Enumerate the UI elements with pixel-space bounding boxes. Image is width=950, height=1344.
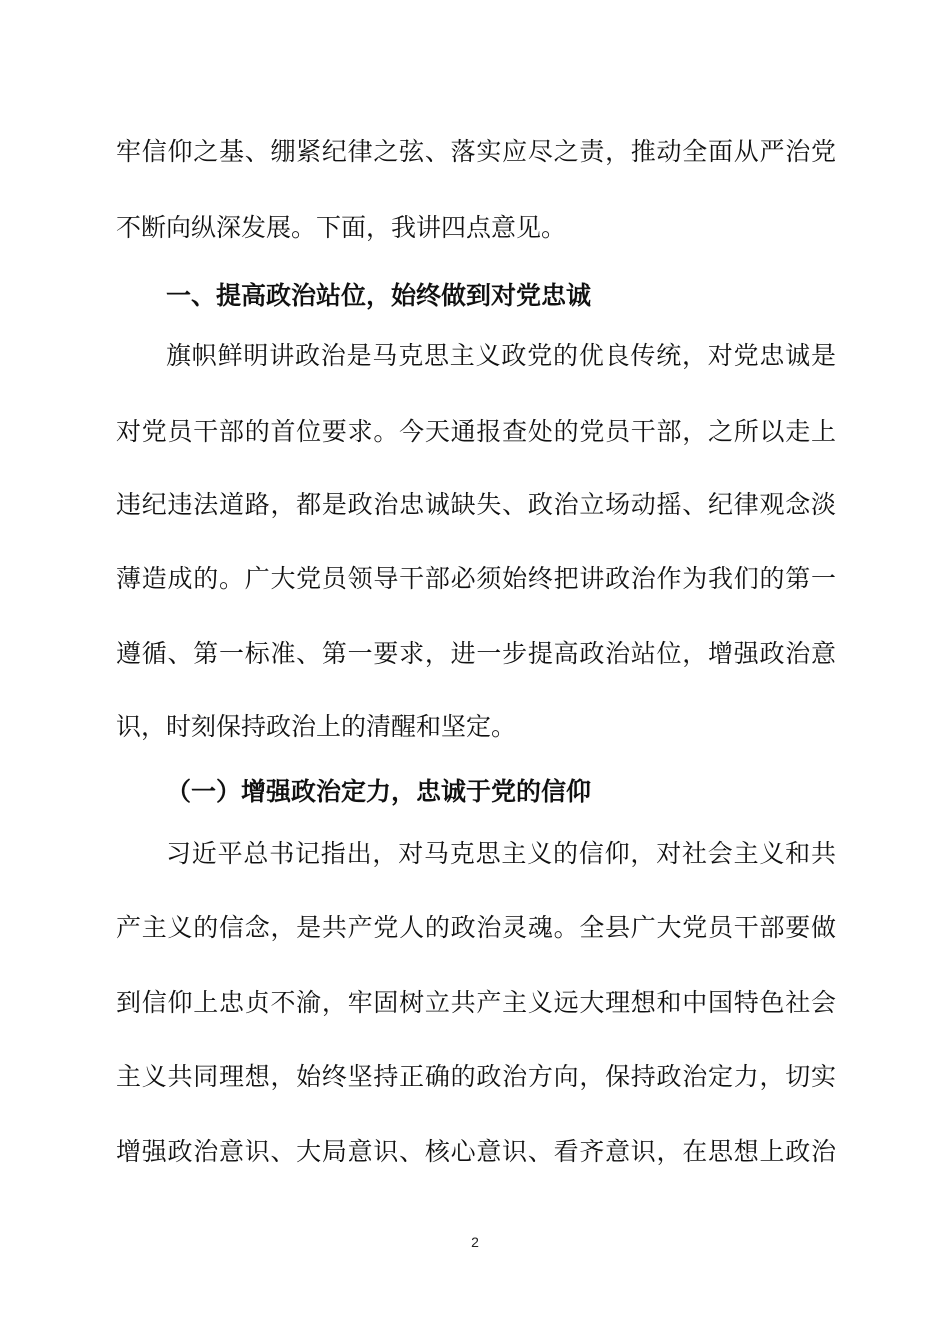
para-1-line-4: 薄造成的。广大党员领导干部必须始终把讲政治作为我们的第一: [116, 564, 836, 593]
section-heading-1: 一、提高政治站位，始终做到对党忠诚: [166, 281, 592, 310]
para-1-line-6: 识，时刻保持政治上的清醒和坚定。: [116, 712, 517, 741]
para-2-line-3: 到信仰上忠贞不渝，牢固树立共产主义远大理想和中国特色社会: [116, 988, 836, 1017]
para-1-line-2: 对党员干部的首位要求。今天通报查处的党员干部，之所以走上: [116, 417, 836, 446]
intro-line-1: 牢信仰之基、绷紧纪律之弦、落实应尽之责，推动全面从严治党: [116, 137, 836, 166]
intro-line-2: 不断向纵深发展。下面，我讲四点意见。: [116, 213, 567, 242]
page-number: 2: [471, 1234, 479, 1250]
para-2-line-1: 习近平总书记指出，对马克思主义的信仰，对社会主义和共: [166, 839, 836, 868]
subsection-heading-1: （一）增强政治定力，忠诚于党的信仰: [166, 777, 592, 806]
para-2-line-2: 产主义的信念，是共产党人的政治灵魂。全县广大党员干部要做: [116, 913, 836, 942]
para-1-line-1: 旗帜鲜明讲政治是马克思主义政党的优良传统，对党忠诚是: [166, 341, 836, 370]
para-2-line-5: 增强政治意识、大局意识、核心意识、看齐意识，在思想上政治: [116, 1137, 836, 1166]
para-1-line-3: 违纪违法道路，都是政治忠诚缺失、政治立场动摇、纪律观念淡: [116, 490, 836, 519]
para-2-line-4: 主义共同理想，始终坚持正确的政治方向，保持政治定力，切实: [116, 1062, 836, 1091]
para-1-line-5: 遵循、第一标准、第一要求，进一步提高政治站位，增强政治意: [116, 639, 836, 668]
